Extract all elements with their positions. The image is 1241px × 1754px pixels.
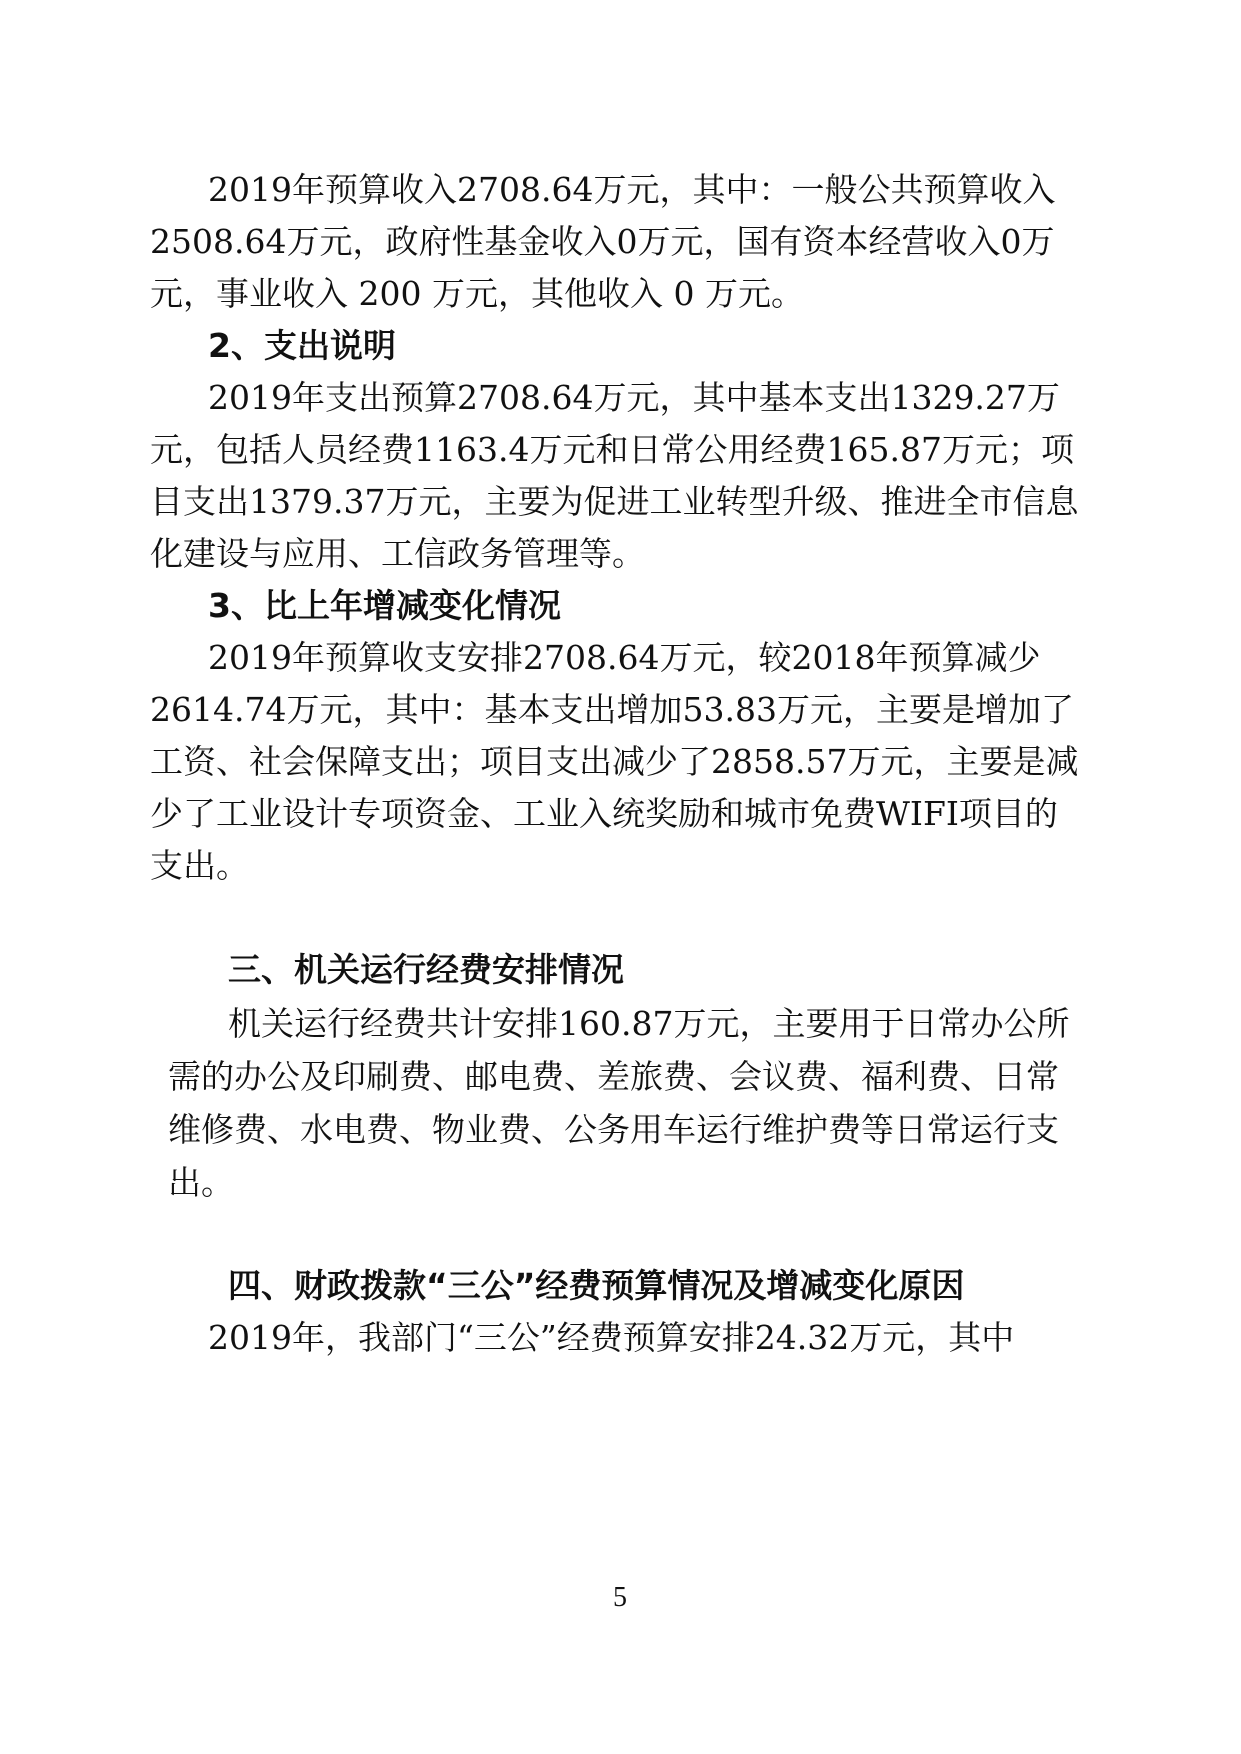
text-seg: 福利费、 — [861, 1057, 993, 1096]
page-number: 5 — [613, 1582, 627, 1613]
text-seg: 少了工业设计专项资金、工业入统奖励和城市免费 — [150, 794, 876, 833]
text-seg: 2508.64 — [150, 222, 287, 261]
text-seg: 2019 — [208, 638, 292, 677]
text-seg: 万元，政府性基金收入 — [286, 222, 617, 261]
text-seg: 日常 — [993, 1057, 1059, 1096]
text-seg: 万元，其中 — [849, 1318, 1015, 1357]
text-seg: 万元，主要为促进工业转型升级、推进全市信息 — [385, 482, 1079, 521]
section3-heading: 三、机关运行经费安排情况 — [228, 950, 624, 989]
text-seg: 1163.4 — [414, 430, 530, 469]
text-seg: 万元，其中：一般公共预算收入 — [593, 170, 1056, 209]
text-seg: 年，我部门“三公”经费预算安排 — [291, 1318, 755, 1357]
income-line-1 — [208, 168, 1056, 212]
expenditure-line-1 — [208, 376, 1060, 420]
text-seg: 工资、社会保障支出；项目支出减少了 — [150, 742, 711, 781]
text-seg: 2019 — [208, 1318, 292, 1357]
text-seg: 2019 — [208, 378, 292, 417]
text-seg: 万 — [1026, 378, 1060, 417]
text-seg: 年预算收入 — [291, 170, 457, 209]
text-seg: 水电费、 — [300, 1110, 432, 1149]
expenditure-heading: 2、支出说明 — [208, 326, 396, 365]
text-seg: 项目的 — [958, 794, 1058, 833]
expenditure-line-2 — [150, 428, 1074, 472]
text-seg: 万元，国有资本经营收入 — [637, 222, 1001, 261]
income-line-3: 元，事业收入 200 万元，其他收入 0 万元。 — [150, 274, 804, 313]
text-seg: 邮电费、 — [465, 1057, 597, 1096]
section3-line-1 — [228, 1002, 1070, 1046]
text-seg: 0 — [616, 222, 638, 261]
text-seg: 1379.37 — [249, 482, 386, 521]
text-seg: 2019 — [208, 170, 292, 209]
text-seg: 维修费、 — [168, 1110, 300, 1149]
text-seg: 0 — [1000, 222, 1022, 261]
text-seg: 万元，主要是增加了 — [776, 690, 1074, 729]
text-seg: 2018 — [791, 638, 876, 677]
text-seg: 53.83 — [682, 690, 777, 729]
text-seg: 2708.64 — [522, 638, 660, 677]
text-seg: 主要用于日常办公所 — [772, 1004, 1070, 1043]
section4-heading: 四、财政拨款“三公”经费预算情况及增减变化原因 — [228, 1266, 965, 1305]
expenditure-line-3 — [150, 480, 1079, 524]
text-seg: 165.87 — [826, 430, 942, 469]
text-seg: 2614.74 — [150, 690, 287, 729]
text-seg: 公务用车运行维护费等日常运行支 — [564, 1110, 1059, 1149]
section3-line-3 — [168, 1108, 1059, 1152]
text-seg: 万元，较 — [659, 638, 792, 677]
text-seg: 万元和日常公用经费 — [529, 430, 827, 469]
text-seg: 目支出 — [150, 482, 249, 521]
text-seg: 元，包括人员经费 — [150, 430, 414, 469]
text-seg: 万元；项 — [941, 430, 1074, 469]
text-seg: 年支出预算 — [291, 378, 457, 417]
text-seg: 年预算减少 — [875, 638, 1041, 677]
text-seg: 年预算收支安排 — [291, 638, 523, 677]
change-line-1 — [208, 636, 1041, 680]
text-seg: WIFI — [876, 794, 959, 833]
change-line-5: 支出。 — [150, 846, 249, 885]
text-seg: 差旅费、 — [597, 1057, 729, 1096]
change-line-3 — [150, 740, 1079, 784]
section3-line-2 — [168, 1055, 1059, 1099]
text-seg: 2708.64 — [456, 378, 594, 417]
expenditure-line-4: 化建设与应用、工信政务管理等。 — [150, 534, 645, 573]
text-seg: 24.32 — [754, 1318, 850, 1357]
section3-line-4: 出。 — [168, 1163, 234, 1202]
text-seg: 2858.57 — [711, 742, 848, 781]
change-line-4 — [150, 792, 1058, 836]
text-seg: 万元，其中基本支出 — [593, 378, 891, 417]
text-seg: 会议费、 — [729, 1057, 861, 1096]
section4-line-1 — [208, 1316, 1015, 1360]
text-seg: 2708.64 — [456, 170, 594, 209]
income-line-2 — [150, 220, 1055, 264]
text-seg: 物业费、 — [432, 1110, 564, 1149]
text-seg: 万 — [1021, 222, 1055, 261]
text-seg: 机关运行经费共计安排160.87万元， — [228, 1004, 773, 1043]
text-seg: 万元，其中：基本支出增加 — [286, 690, 683, 729]
change-line-2 — [150, 688, 1074, 732]
text-seg: 万元，主要是减 — [847, 742, 1079, 781]
text-seg: 需的办公及印刷费、 — [168, 1057, 465, 1096]
text-seg: 1329.27 — [890, 378, 1027, 417]
change-heading: 3、比上年增减变化情况 — [208, 586, 561, 625]
